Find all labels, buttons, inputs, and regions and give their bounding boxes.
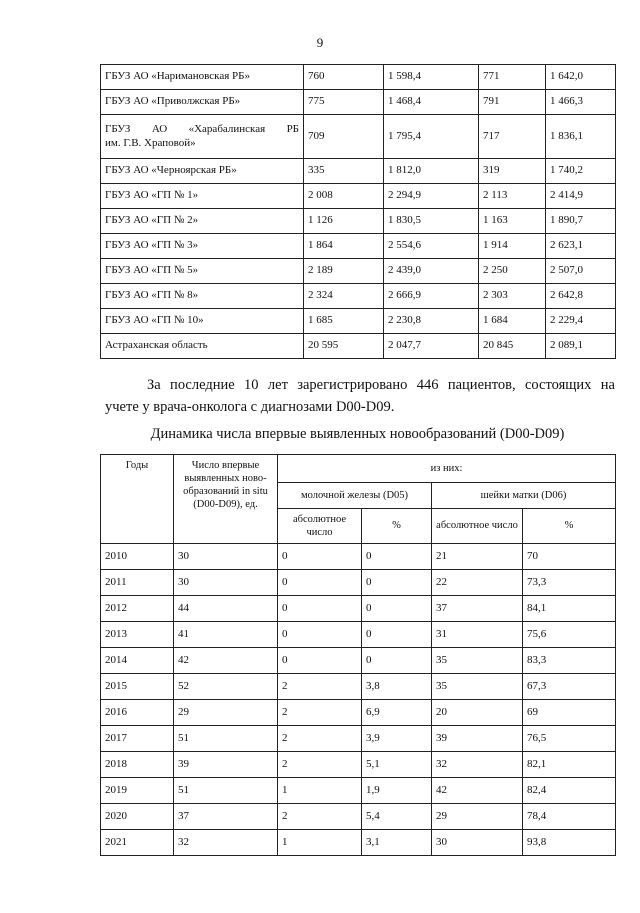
- value-cell: 1,9: [362, 778, 432, 804]
- value-cell: 3,1: [362, 830, 432, 856]
- header-count: Число впервые выявленных ново- образований in situ (D00-D09), ед.: [174, 455, 278, 544]
- year-cell: 2015: [101, 674, 174, 700]
- value-cell: 3,8: [362, 674, 432, 700]
- value-cell: 2: [278, 752, 362, 778]
- value-cell: 82,1: [523, 752, 616, 778]
- hospital-name: [101, 115, 304, 159]
- value-cell: 5,1: [362, 752, 432, 778]
- value-cell: 1 830,5: [384, 209, 479, 234]
- table-row: [101, 334, 616, 359]
- table-row: [101, 209, 616, 234]
- value-cell: 2: [278, 674, 362, 700]
- value-cell: 84,1: [523, 596, 616, 622]
- value-cell: 37: [432, 596, 523, 622]
- table-row: [101, 570, 616, 596]
- value-cell: 39: [432, 726, 523, 752]
- value-cell: 2: [278, 804, 362, 830]
- value-cell: 20: [432, 700, 523, 726]
- year-cell: 2013: [101, 622, 174, 648]
- value-cell: 70: [523, 544, 616, 570]
- year-cell: 2021: [101, 830, 174, 856]
- value-cell: 717: [479, 115, 546, 159]
- header-abs-breast: абсолютное число: [278, 509, 362, 544]
- value-cell: 1 684: [479, 309, 546, 334]
- value-cell: 1 468,4: [384, 90, 479, 115]
- value-cell: 78,4: [523, 804, 616, 830]
- value-cell: 35: [432, 648, 523, 674]
- table-row: [101, 309, 616, 334]
- value-cell: 30: [174, 570, 278, 596]
- summary-line-1: За последние 10 лет зарегистрировано 446 пациентов, состоящих на: [147, 377, 615, 393]
- hospital-name: ГБУЗ АО «ГП № 5»: [101, 259, 304, 284]
- header-years: Годы: [101, 455, 174, 544]
- value-cell: 2 089,1: [546, 334, 616, 359]
- value-cell: 21: [432, 544, 523, 570]
- year-cell: 2019: [101, 778, 174, 804]
- value-cell: 1 466,3: [546, 90, 616, 115]
- value-cell: 67,3: [523, 674, 616, 700]
- value-cell: 0: [362, 648, 432, 674]
- value-cell: 52: [174, 674, 278, 700]
- value-cell: 1: [278, 830, 362, 856]
- header-of-them: из них:: [278, 455, 616, 483]
- table-row: [101, 804, 616, 830]
- year-cell: 2017: [101, 726, 174, 752]
- value-cell: 709: [304, 115, 384, 159]
- value-cell: 32: [432, 752, 523, 778]
- value-cell: 1 163: [479, 209, 546, 234]
- table-row: [101, 726, 616, 752]
- value-cell: 2 507,0: [546, 259, 616, 284]
- neoplasm-dynamics-table: [100, 454, 616, 856]
- value-cell: 2 294,9: [384, 184, 479, 209]
- table-row: [101, 752, 616, 778]
- value-cell: 2: [278, 700, 362, 726]
- hospital-name: ГБУЗ АО «Черноярская РБ»: [101, 159, 304, 184]
- value-cell: 775: [304, 90, 384, 115]
- value-cell: 1 685: [304, 309, 384, 334]
- value-cell: 76,5: [523, 726, 616, 752]
- value-cell: 30: [174, 544, 278, 570]
- value-cell: 2 230,8: [384, 309, 479, 334]
- value-cell: 2: [278, 726, 362, 752]
- table-row: [101, 184, 616, 209]
- year-cell: 2016: [101, 700, 174, 726]
- header-breast: молочной железы (D05): [278, 483, 432, 509]
- table-row: [101, 544, 616, 570]
- value-cell: 1 890,7: [546, 209, 616, 234]
- value-cell: 51: [174, 726, 278, 752]
- value-cell: 83,3: [523, 648, 616, 674]
- value-cell: 0: [362, 544, 432, 570]
- value-cell: 30: [432, 830, 523, 856]
- year-cell: 2018: [101, 752, 174, 778]
- year-cell: 2012: [101, 596, 174, 622]
- value-cell: 1 642,0: [546, 65, 616, 90]
- value-cell: 0: [278, 648, 362, 674]
- value-cell: 75,6: [523, 622, 616, 648]
- value-cell: 20 845: [479, 334, 546, 359]
- header-pct-breast: %: [362, 509, 432, 544]
- value-cell: 1 126: [304, 209, 384, 234]
- value-cell: 51: [174, 778, 278, 804]
- value-cell: 1 795,4: [384, 115, 479, 159]
- value-cell: 44: [174, 596, 278, 622]
- header-cervix: шейки матки (D06): [432, 483, 616, 509]
- value-cell: 2 229,4: [546, 309, 616, 334]
- year-cell: 2010: [101, 544, 174, 570]
- hospital-name: ГБУЗ АО «ГП № 8»: [101, 284, 304, 309]
- hospital-name: ГБУЗ АО «ГП № 1»: [101, 184, 304, 209]
- value-cell: 1 812,0: [384, 159, 479, 184]
- value-cell: 1 836,1: [546, 115, 616, 159]
- year-cell: 2020: [101, 804, 174, 830]
- value-cell: 1 914: [479, 234, 546, 259]
- value-cell: 0: [278, 596, 362, 622]
- value-cell: 35: [432, 674, 523, 700]
- value-cell: 2 642,8: [546, 284, 616, 309]
- table-row: [101, 65, 616, 90]
- value-cell: 0: [278, 622, 362, 648]
- value-cell: 2 303: [479, 284, 546, 309]
- value-cell: 93,8: [523, 830, 616, 856]
- value-cell: 42: [174, 648, 278, 674]
- hospital-name-line-2: им. Г.В. Храповой»: [105, 136, 196, 149]
- value-cell: 0: [362, 622, 432, 648]
- table-row: [101, 830, 616, 856]
- value-cell: 2 008: [304, 184, 384, 209]
- table-row: [101, 648, 616, 674]
- value-cell: 29: [432, 804, 523, 830]
- table-row: [101, 159, 616, 184]
- value-cell: 0: [362, 570, 432, 596]
- hospital-name-line-1: ГБУЗ АО «Харабалинская РБ: [105, 122, 299, 135]
- value-cell: 1 598,4: [384, 65, 479, 90]
- value-cell: 1 864: [304, 234, 384, 259]
- value-cell: 22: [432, 570, 523, 596]
- hospital-name: ГБУЗ АО «ГП № 3»: [101, 234, 304, 259]
- value-cell: 2 439,0: [384, 259, 479, 284]
- value-cell: 760: [304, 65, 384, 90]
- value-cell: 2 666,9: [384, 284, 479, 309]
- year-cell: 2011: [101, 570, 174, 596]
- table-row: [101, 622, 616, 648]
- value-cell: 2 623,1: [546, 234, 616, 259]
- value-cell: 73,3: [523, 570, 616, 596]
- value-cell: 1: [278, 778, 362, 804]
- header-abs-cervix: абсолютное число: [432, 509, 523, 544]
- value-cell: 29: [174, 700, 278, 726]
- value-cell: 3,9: [362, 726, 432, 752]
- value-cell: 0: [362, 596, 432, 622]
- value-cell: 37: [174, 804, 278, 830]
- value-cell: 31: [432, 622, 523, 648]
- value-cell: 791: [479, 90, 546, 115]
- value-cell: 0: [278, 570, 362, 596]
- hospital-name: Астраханская область: [101, 334, 304, 359]
- table-row: [101, 115, 616, 159]
- value-cell: 319: [479, 159, 546, 184]
- table-row: [101, 778, 616, 804]
- value-cell: 2 554,6: [384, 234, 479, 259]
- hospital-name: ГБУЗ АО «Приволжская РБ»: [101, 90, 304, 115]
- table-row: [101, 259, 616, 284]
- hospital-name: ГБУЗ АО «ГП № 2»: [101, 209, 304, 234]
- value-cell: 32: [174, 830, 278, 856]
- table-row: [101, 234, 616, 259]
- value-cell: 1 740,2: [546, 159, 616, 184]
- value-cell: 82,4: [523, 778, 616, 804]
- value-cell: 771: [479, 65, 546, 90]
- value-cell: 2 047,7: [384, 334, 479, 359]
- value-cell: 0: [278, 544, 362, 570]
- page-number: 9: [316, 35, 324, 50]
- table-row: [101, 284, 616, 309]
- header-pct-cervix: %: [523, 509, 616, 544]
- table-row: [101, 90, 616, 115]
- summary-line-2: учете у врача-онколога с диагнозами D00-D09.: [105, 399, 395, 415]
- hospital-table: [100, 64, 616, 359]
- value-cell: 5,4: [362, 804, 432, 830]
- value-cell: 2 324: [304, 284, 384, 309]
- value-cell: 69: [523, 700, 616, 726]
- value-cell: 2 189: [304, 259, 384, 284]
- value-cell: 39: [174, 752, 278, 778]
- table-row: [101, 674, 616, 700]
- value-cell: 2 113: [479, 184, 546, 209]
- table-row: [101, 700, 616, 726]
- hospital-name: ГБУЗ АО «ГП № 10»: [101, 309, 304, 334]
- value-cell: 335: [304, 159, 384, 184]
- value-cell: 42: [432, 778, 523, 804]
- value-cell: 20 595: [304, 334, 384, 359]
- year-cell: 2014: [101, 648, 174, 674]
- value-cell: 6,9: [362, 700, 432, 726]
- value-cell: 41: [174, 622, 278, 648]
- summary-paragraph: [105, 374, 615, 418]
- hospital-name: ГБУЗ АО «Наримановская РБ»: [101, 65, 304, 90]
- table-title: Динамика числа впервые выявленных новообразований (D00-D09): [150, 426, 565, 442]
- value-cell: 2 250: [479, 259, 546, 284]
- value-cell: 2 414,9: [546, 184, 616, 209]
- table-row: [101, 596, 616, 622]
